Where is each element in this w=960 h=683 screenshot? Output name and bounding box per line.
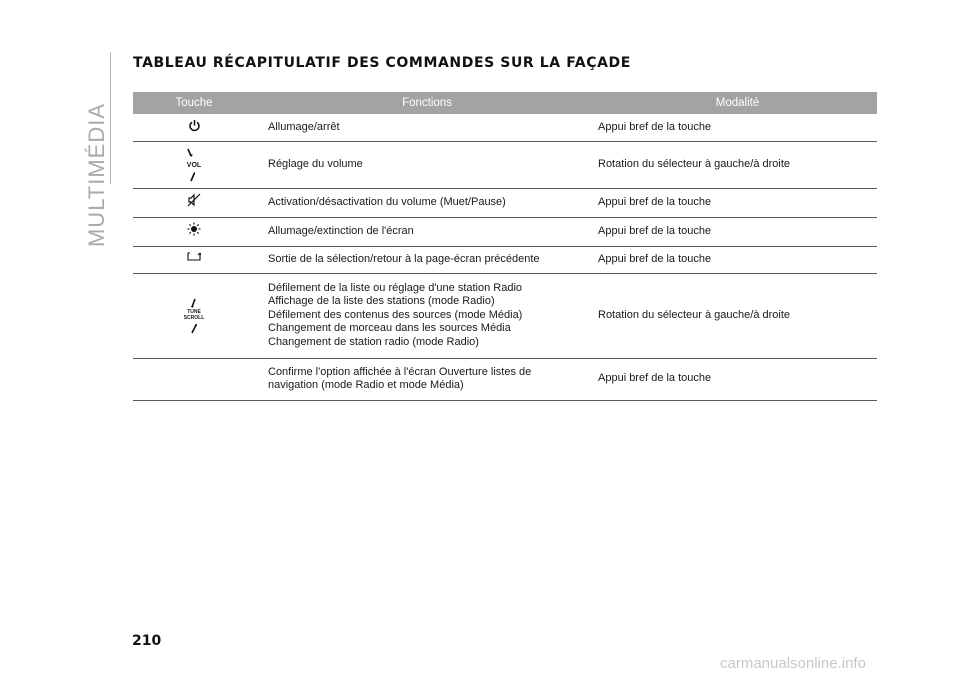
key-cell [133, 273, 255, 358]
volume-key-label: VOL [186, 161, 202, 169]
header-touche: Touche [133, 92, 255, 114]
modality-cell: Appui bref de la touche [598, 188, 877, 217]
modality-cell: Rotation du sélecteur à gauche/à droite [598, 273, 877, 358]
page-number: 210 [132, 633, 162, 649]
modality-cell: Appui bref de la touche [598, 217, 877, 246]
key-cell [133, 358, 255, 400]
key-cell [133, 114, 255, 141]
back-arrow-icon [187, 252, 201, 267]
key-cell [133, 141, 255, 188]
power-icon [188, 119, 201, 137]
tune-scroll-key-label: TUNE SCROLL [183, 308, 205, 321]
page-title: TABLEAU RÉCAPITULATIF DES COMMANDES SUR LA FAÇADE [133, 55, 631, 71]
function-cell: Allumage/extinction de l'écran [268, 217, 586, 246]
modality-cell: Appui bref de la touche [598, 358, 877, 400]
function-cell: Confirme l'option affichée à l'écran Ouverture listes de navigation (mode Radio et mode Média) [268, 358, 586, 400]
function-line: Défilement de la liste ou réglage d'une station Radio [268, 281, 523, 294]
tune-scroll-knob-icon [181, 297, 207, 335]
function-line: Affichage de la liste des stations (mode Radio) [268, 295, 495, 308]
modality-cell: Appui bref de la touche [598, 246, 877, 273]
header-fonctions: Fonctions [268, 92, 586, 114]
modality-cell: Appui bref de la touche [598, 114, 877, 141]
function-line: Changement de morceau dans les sources Média [268, 322, 511, 335]
function-cell: Activation/désactivation du volume (Muet/Pause) [268, 188, 586, 217]
key-cell [133, 217, 255, 246]
table-row [133, 273, 877, 358]
table-row [133, 141, 877, 188]
function-cell: Allumage/arrêt [268, 114, 586, 141]
table-row [133, 114, 877, 141]
function-line: Changement de station radio (mode Radio) [268, 335, 479, 348]
table-header-row [133, 92, 877, 114]
header-modalite: Modalité [598, 92, 877, 114]
commands-table [133, 92, 877, 401]
table-row [133, 217, 877, 246]
function-cell: Réglage du volume [268, 141, 586, 188]
header-gap [255, 92, 268, 114]
table-row [133, 246, 877, 273]
section-tab [82, 55, 112, 248]
key-cell [133, 246, 255, 273]
screen-brightness-icon [187, 222, 201, 241]
table-row [133, 358, 877, 400]
mute-icon [187, 193, 201, 212]
function-line: Défilement des contenus des sources (mode Média) [268, 308, 523, 321]
modality-cell: Rotation du sélecteur à gauche/à droite [598, 141, 877, 188]
key-cell [133, 188, 255, 217]
section-divider [110, 52, 111, 184]
table-row [133, 188, 877, 217]
section-label: MULTIMÉDIA [84, 102, 109, 248]
function-cell [268, 273, 586, 358]
header-gap-2 [586, 92, 598, 114]
volume-knob-icon [183, 147, 205, 183]
function-cell: Sortie de la sélection/retour à la page-écran précédente [268, 246, 586, 273]
watermark: carmanualsonline.info [720, 655, 866, 672]
